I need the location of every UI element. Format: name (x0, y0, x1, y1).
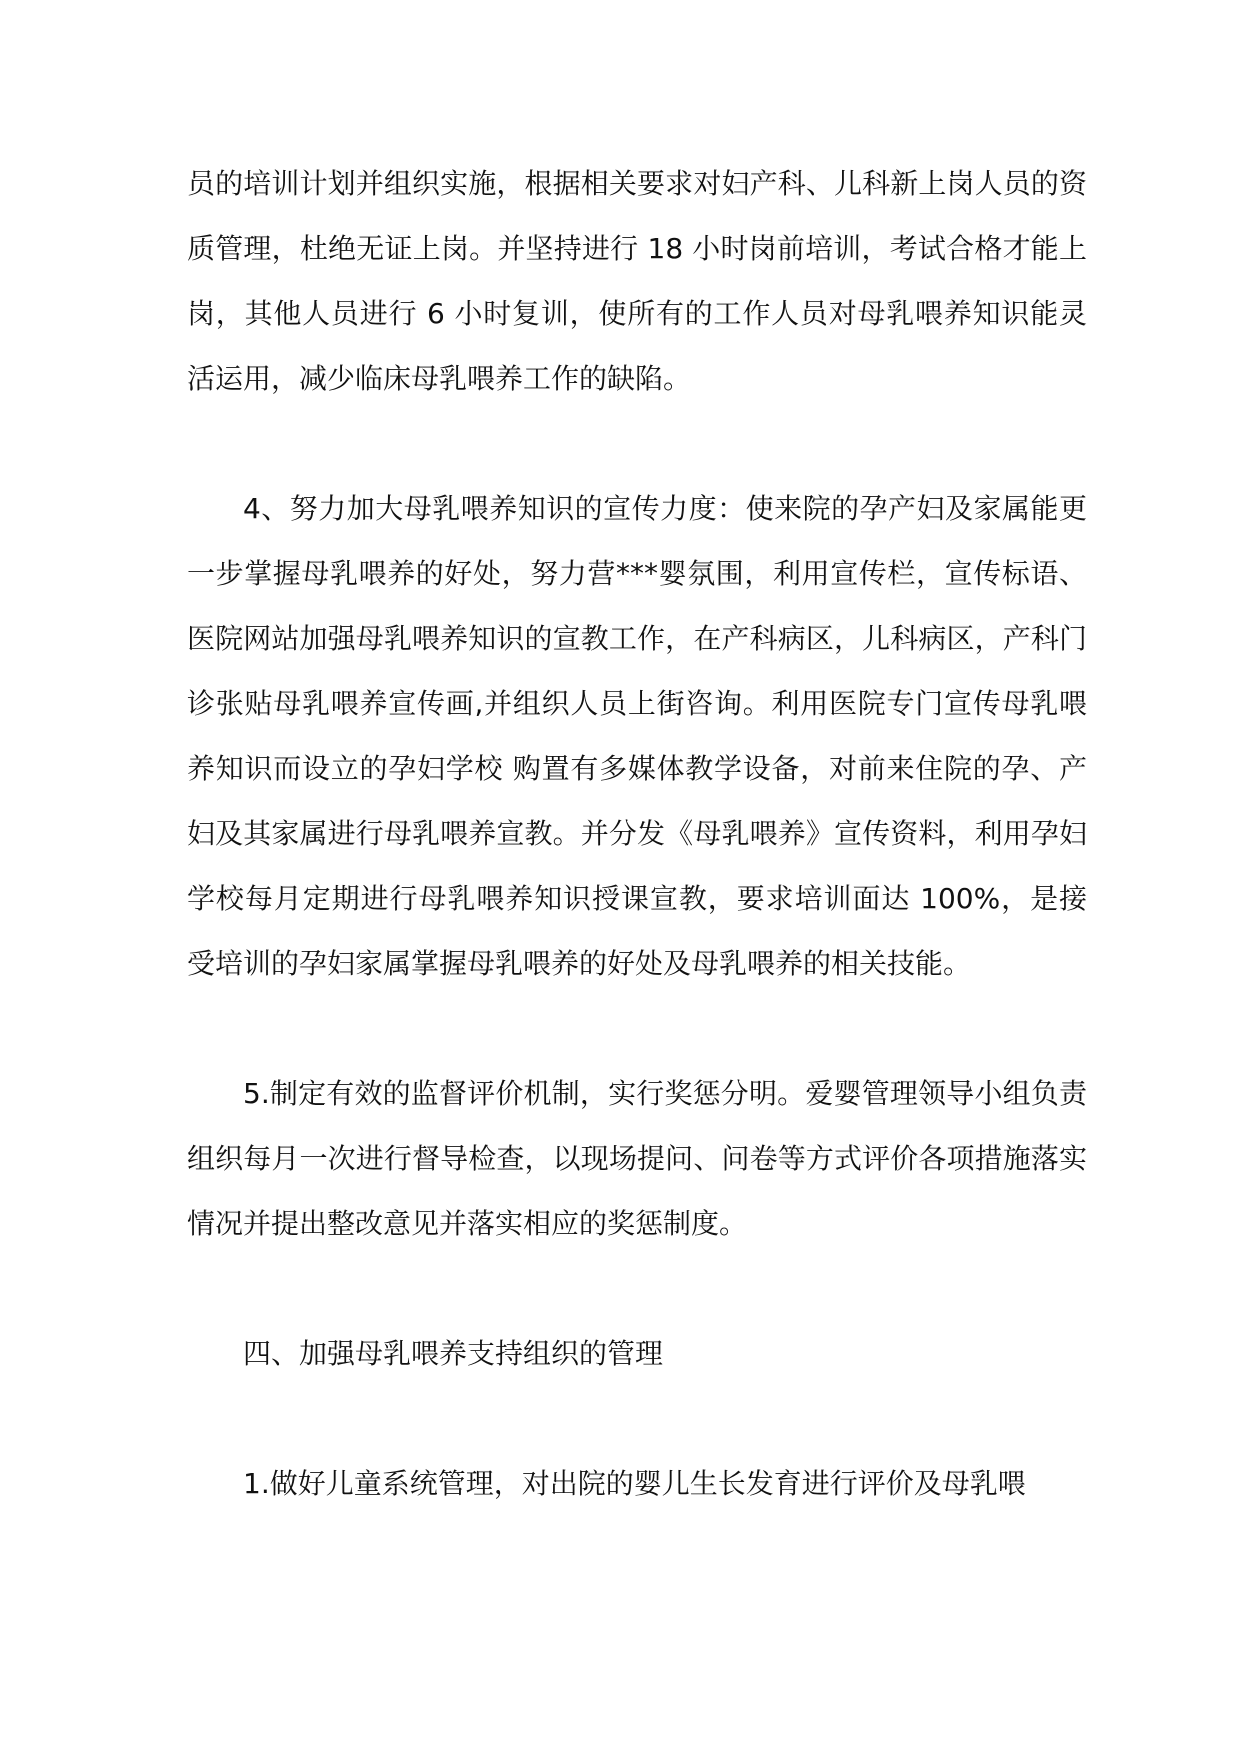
paragraph-gap (187, 1256, 1087, 1321)
paragraph-training-continued: 员的培训计划并组织实施，根据相关要求对妇产科、儿科新上岗人员的资质管理，杜绝无证上岗。并坚持进行 18 小时岗前培训，考试合格才能上岗，其他人员进行 6 小时复训，使所有的工作人员对母乳喂养知识能灵活运用，减少临床母乳喂养工作的缺陷。 (187, 167, 1087, 395)
paragraph-child-management: 1.做好儿童系统管理，对出院的婴儿生长发育进行评价及母乳喂 (243, 1467, 1026, 1500)
paragraph-publicity: 4、努力加大母乳喂养知识的宣传力度：使来院的孕产妇及家属能更一步掌握母乳喂养的好处，努力营***婴氛围，利用宣传栏，宣传标语、医院网站加强母乳喂养知识的宣教工作，在产科病区，儿科病区，产科门诊张贴母乳喂养宣传画,并组织人员上街咨询。利用医院专门宣传母乳喂养知识而设立的孕妇学校 购置有多媒体教学设备，对前来住院的孕、产妇及其家属进行母乳喂养宣教。并分发《母乳喂养》宣传资料，利用孕妇学校每月定期进行母乳喂养知识授课宣教，要求培训面达 100%，是接受培训的孕妇家属掌握母乳喂养的好处及母乳喂养的相关技能。 (187, 492, 1087, 980)
paragraph-supervision: 5.制定有效的监督评价机制，实行奖惩分明。爱婴管理领导小组负责组织每月一次进行督导检查，以现场提问、问卷等方式评价各项措施落实情况并提出整改意见并落实相应的奖惩制度。 (187, 1077, 1087, 1240)
paragraph-gap (187, 996, 1087, 1061)
paragraph-gap (187, 411, 1087, 476)
section-heading-support-organization: 四、加强母乳喂养支持组织的管理 (243, 1337, 664, 1370)
paragraph-gap (187, 1386, 1087, 1451)
document-body (187, 151, 1087, 1516)
